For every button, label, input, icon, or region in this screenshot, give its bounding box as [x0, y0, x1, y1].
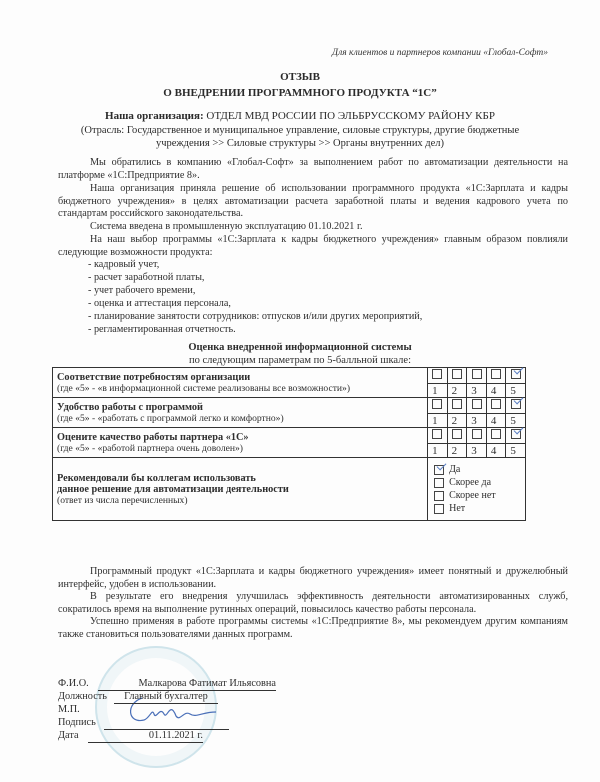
organization-label: Наша организация:	[105, 110, 204, 122]
recommend-options	[428, 458, 526, 521]
scale-label: 3	[467, 414, 487, 428]
date-row	[58, 729, 203, 742]
document-subtitle: О ВНЕДРЕНИИ ПРОГРАММНОГО ПРОДУКТА “1С”	[163, 87, 437, 99]
feature-item: - оценка и аттестация персонала,	[88, 298, 231, 309]
document-title: ОТЗЫВ	[280, 71, 320, 83]
rating-checkbox-2[interactable]	[447, 398, 467, 414]
intro-paragraph-2: Наша организация приняла решение об использовании программного продукта «1С:Зарплата и кадры бюджетного учреждения» в целях автоматизации расчета заработной платы и ведения кадрового учета по стандартам российского законодательства.	[58, 183, 568, 219]
checkmark-icon	[511, 429, 521, 439]
features-list	[88, 258, 422, 336]
question-title: Рекомендовали бы коллегам использовать	[57, 472, 256, 484]
scale-label: 4	[486, 384, 506, 398]
industry-line-2: учреждения >> Силовые структуры >> Органы внутренних дел)	[155, 138, 445, 149]
question-cell	[53, 428, 428, 458]
question-title: Оцените качество работы партнера «1С»	[57, 431, 249, 443]
option-label: Нет	[449, 503, 466, 514]
rating-checkbox-1[interactable]	[428, 368, 448, 384]
scale-label: 5	[506, 384, 526, 398]
scale-label: 2	[447, 384, 467, 398]
recommend-option-yes[interactable]	[434, 463, 519, 476]
conclusion-paragraph-2: В результате его внедрения улучшилась эффективность деятельности автоматизированных служб, сократилось время на выполнение рутинных операций, повысилось качество работы персонала.	[58, 591, 568, 615]
scale-label: 5	[506, 444, 526, 458]
rating-checkbox-3[interactable]	[467, 398, 487, 414]
intro-paragraph-3: Система введена в промышленную эксплуатацию 01.10.2021 г.	[90, 221, 363, 232]
rating-checkbox-5[interactable]	[506, 368, 526, 384]
rating-checkbox-4[interactable]	[486, 398, 506, 414]
fio-label: Ф.И.О.	[58, 678, 89, 689]
rating-checkbox-1[interactable]	[428, 398, 448, 414]
question-title: Соответствие потребностям организации	[57, 371, 251, 383]
feature-item: - планирование занятости сотрудников: отпусков и/или других мероприятий,	[88, 311, 423, 322]
rating-checkbox-1[interactable]	[428, 428, 448, 444]
date-value: 01.11.2021 г.	[88, 729, 203, 743]
question-title: данное решение для автоматизации деятельности	[57, 483, 289, 495]
rating-checkbox-3[interactable]	[467, 428, 487, 444]
scale-label: 1	[428, 384, 448, 398]
organization-line	[0, 110, 600, 123]
option-label: Скорее да	[449, 477, 492, 488]
rating-checkbox-4[interactable]	[486, 368, 506, 384]
recommend-option-rather-yes[interactable]	[434, 476, 519, 489]
table-row	[53, 428, 526, 444]
intro-paragraph-4: На наш выбор программы «1С:Зарплата к кадры бюджетного учреждения» главным образом повлияли следующие возможности продукта:	[58, 234, 568, 258]
fio-value: Малкарова Фатимат Ильясовна	[98, 677, 276, 691]
option-label: Скорее нет	[449, 490, 496, 501]
feature-item: - учет рабочего времени,	[88, 285, 196, 296]
scale-label: 4	[486, 414, 506, 428]
signature-line	[104, 716, 229, 730]
scale-label: 1	[428, 414, 448, 428]
recommend-option-rather-no[interactable]	[434, 489, 519, 502]
evaluation-subtitle: по следующим параметрам по 5-балльной шкале:	[188, 355, 412, 366]
recommend-option-no[interactable]	[434, 502, 519, 515]
stamp-label: М.П.	[58, 704, 80, 715]
evaluation-table	[52, 367, 526, 521]
conclusion-paragraph-3: Успешно применяя в работе программы системы «1С:Предприятие 8», мы рекомендуем другим компаниям также становиться пользователями данных программ.	[58, 616, 568, 640]
scale-label: 2	[447, 414, 467, 428]
question-note: (где «5» - «работой партнера очень доволен»)	[57, 442, 243, 454]
scale-label: 3	[467, 384, 487, 398]
option-label: Да	[449, 464, 461, 475]
scale-label: 4	[486, 444, 506, 458]
rating-checkbox-2[interactable]	[447, 428, 467, 444]
feature-item: - регламентированная отчетность.	[88, 324, 236, 335]
checkmark-icon	[434, 465, 444, 475]
position-row	[58, 690, 208, 703]
rating-checkbox-5[interactable]	[506, 398, 526, 414]
position-value: Главный бухгалтер	[114, 690, 218, 704]
question-note: (где «5» - «в информационной системе реализованы все возможности»)	[57, 382, 351, 394]
table-row	[53, 368, 526, 384]
evaluation-title: Оценка внедренной информационной системы	[188, 342, 412, 353]
rating-checkbox-4[interactable]	[486, 428, 506, 444]
table-row	[53, 398, 526, 414]
checkmark-icon	[511, 369, 521, 379]
question-note: (где «5» - «работать с программой легко и комфортно»)	[57, 412, 284, 424]
rating-checkbox-5[interactable]	[506, 428, 526, 444]
question-cell	[53, 368, 428, 398]
scale-label: 5	[506, 414, 526, 428]
question-cell	[53, 458, 428, 521]
feature-item: - кадровый учет,	[88, 259, 160, 270]
signature-row	[58, 716, 96, 729]
position-label: Должность	[58, 691, 107, 702]
question-cell	[53, 398, 428, 428]
rating-checkbox-2[interactable]	[447, 368, 467, 384]
rating-checkbox-3[interactable]	[467, 368, 487, 384]
conclusion-paragraph-1: Программный продукт «1С:Зарплата и кадры бюджетного учреждения» имеет понятный и дружелюбный интерфейс, удобен в использовании.	[58, 566, 568, 590]
header-note: Для клиентов и партнеров компании «Глобал-Софт»	[332, 48, 548, 58]
industry-line-1: (Отрасль: Государственное и муниципальное управление, силовые структуры, другие бюджетные	[80, 125, 520, 136]
question-note: (ответ из числа перечисленных)	[57, 494, 188, 506]
signature-label: Подпись	[58, 717, 96, 728]
intro-paragraph-1: Мы обратились в компанию «Глобал-Софт» за выполнением работ по автоматизации деятельности на платформе «1С:Предприятие 8».	[58, 157, 568, 181]
fio-row	[58, 677, 276, 690]
checkmark-icon	[511, 399, 521, 409]
scale-label: 3	[467, 444, 487, 458]
date-label: Дата	[58, 730, 79, 741]
table-row	[53, 458, 526, 521]
question-title: Удобство работы с программой	[57, 401, 203, 413]
scale-label: 2	[447, 444, 467, 458]
scale-label: 1	[428, 444, 448, 458]
organization-name: ОТДЕЛ МВД РОССИИ ПО ЭЛЬБРУССКОМУ РАЙОНУ КБР	[206, 110, 495, 122]
feature-item: - расчет заработной платы,	[88, 272, 205, 283]
